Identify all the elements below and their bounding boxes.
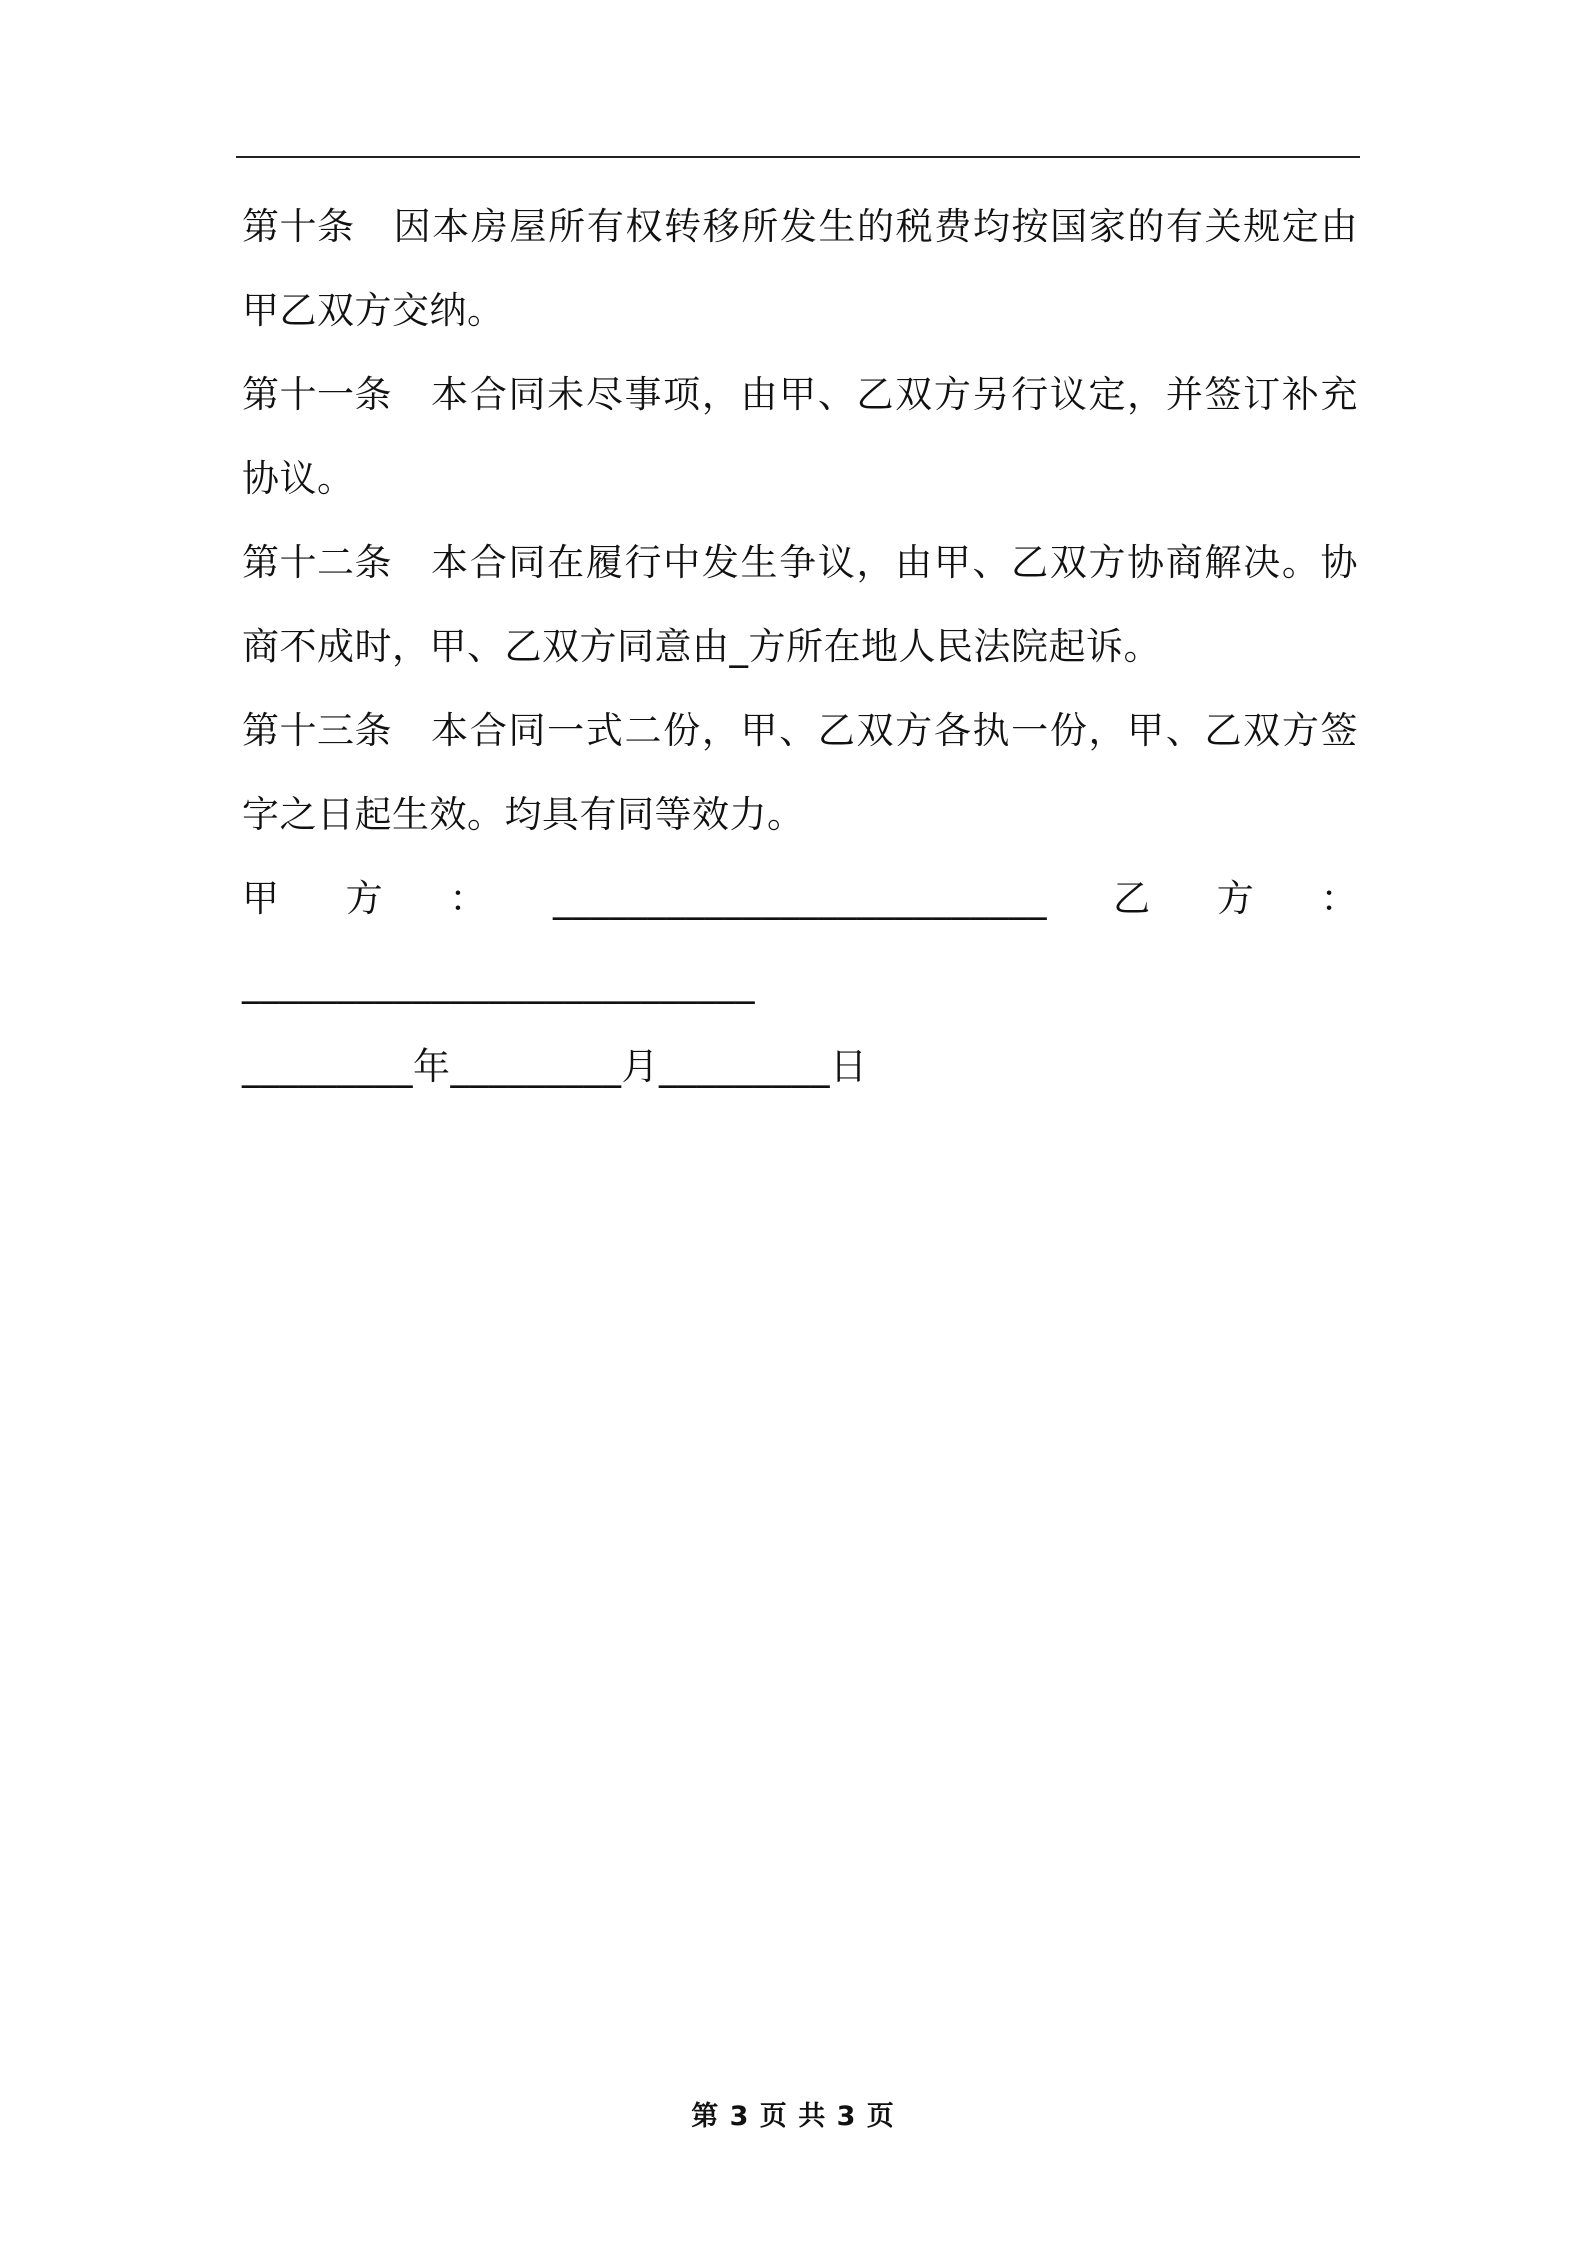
contract-body bbox=[242, 185, 1358, 1109]
party-b-colon: ： bbox=[1320, 877, 1358, 920]
article-text: 本合同在履行中发生争议，由甲、乙双方协商解决。协商不成时，甲、乙双方同意由_方所在地人民法院起诉。 bbox=[242, 541, 1358, 668]
date-line bbox=[242, 1025, 1358, 1109]
signature-row bbox=[242, 857, 1358, 941]
year-blank: _________ bbox=[242, 1045, 413, 1088]
article-number: 第十条 bbox=[242, 205, 355, 248]
article-11 bbox=[242, 353, 1358, 521]
party-b-signature-blank: ___________________________ bbox=[242, 961, 755, 1004]
article-number: 第十二条 bbox=[242, 541, 392, 584]
party-a-label-char-1: 甲 bbox=[242, 877, 280, 920]
party-b-label-char-2: 方 bbox=[1216, 877, 1255, 920]
party-a-signature-blank: __________________________ bbox=[552, 877, 1047, 920]
year-label: 年 bbox=[413, 1045, 451, 1088]
article-text: 本合同未尽事项，由甲、乙双方另行议定，并签订补充协议。 bbox=[242, 373, 1358, 500]
party-a-colon: ： bbox=[449, 877, 487, 920]
article-10 bbox=[242, 185, 1358, 353]
article-12 bbox=[242, 521, 1358, 689]
day-label: 日 bbox=[830, 1045, 868, 1088]
month-blank: _________ bbox=[450, 1045, 622, 1088]
day-blank: _________ bbox=[659, 1045, 830, 1088]
party-b-label-char-1: 乙 bbox=[1113, 877, 1151, 920]
article-number: 第十三条 bbox=[242, 709, 392, 752]
article-13 bbox=[242, 689, 1358, 857]
page-number-footer: 第 3 页 共 3 页 bbox=[691, 2101, 895, 2132]
party-a-label-char-2: 方 bbox=[345, 877, 384, 920]
article-text: 因本房屋所有权转移所发生的税费均按国家的有关规定由甲乙双方交纳。 bbox=[242, 205, 1358, 332]
month-label: 月 bbox=[621, 1045, 659, 1088]
article-number: 第十一条 bbox=[242, 373, 392, 416]
party-b-signature-line bbox=[242, 941, 1358, 1025]
article-text: 本合同一式二份，甲、乙双方各执一份，甲、乙双方签字之日起生效。均具有同等效力。 bbox=[242, 709, 1358, 836]
header-rule bbox=[236, 156, 1360, 158]
